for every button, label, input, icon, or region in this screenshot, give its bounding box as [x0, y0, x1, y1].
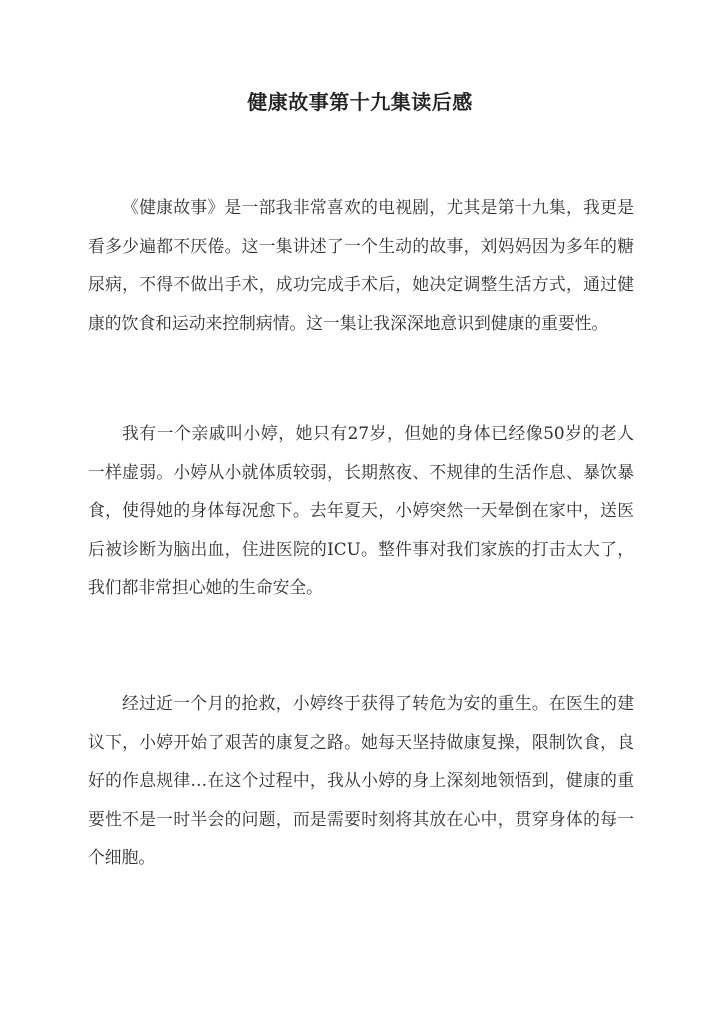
paragraph-2: 我有一个亲戚叫小婷，她只有27岁，但她的身体已经像50岁的老人一样虚弱。小婷从小就体质较弱，长期熬夜、不规律的生活作息、暴饮暴食，使得她的身体每况愈下。去年夏天，小婷突然一天晕倒在家中，送医后被诊断为脑出血，住进医院的ICU。整件事对我们家族的打击太大了，我们都非常担心她的生命安全。 — [88, 423, 634, 598]
paragraph-3: 经过近一个月的抢救，小婷终于获得了转危为安的重生。在医生的建议下，小婷开始了艰苦的康复之路。她每天坚持做康复操，限制饮食，良好的作息规律…在这个过程中，我从小婷的身上深刻地领悟到，健康的重要性不是一时半会的问题，而是需要时刻将其放在心中，贯穿身体的每一个细胞。 — [88, 693, 634, 868]
document-title: 健康故事第十九集读后感 — [247, 90, 473, 114]
paragraph-1: 《健康故事》是一部我非常喜欢的电视剧，尤其是第十九集，我更是看多少遍都不厌倦。这一集讲述了一个生动的故事，刘妈妈因为多年的糖尿病，不得不做出手术，成功完成手术后，她决定调整生活方式，通过健康的饮食和运动来控制病情。这一集让我深深地意识到健康的重要性。 — [88, 197, 634, 333]
